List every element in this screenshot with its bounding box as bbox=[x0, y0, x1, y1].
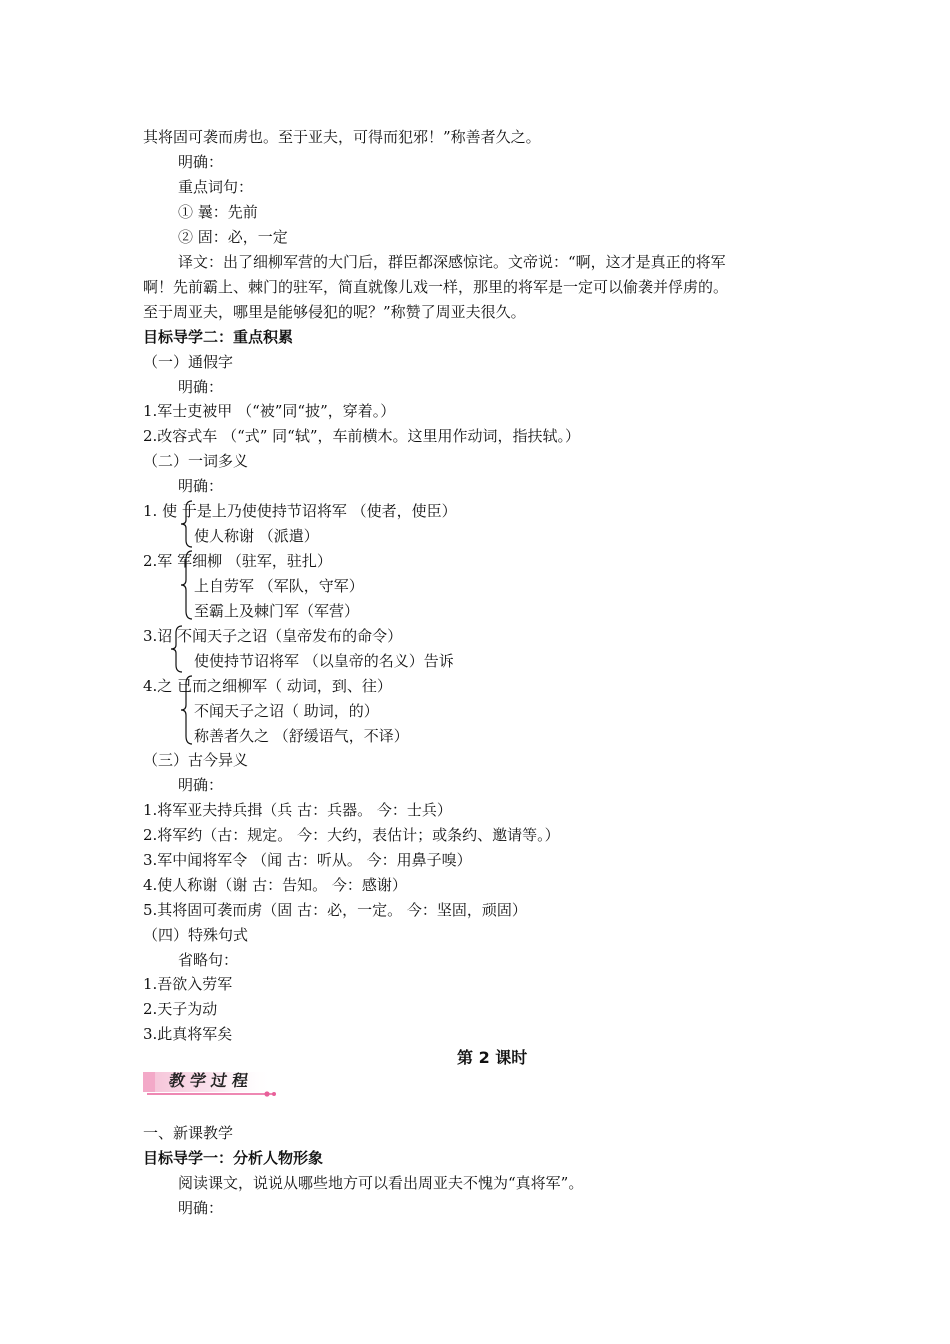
section-heading: 目标导学二：重点积累 bbox=[143, 328, 294, 346]
text-line: 2.将军约（古：规定。 今：大约，表估计；或条约、邀请等。） bbox=[143, 826, 560, 844]
banner-title: 教学过程 bbox=[167, 1071, 255, 1090]
text-line: 1. 使 于是上乃使使持节诏将军 （使者，使臣） bbox=[143, 502, 457, 520]
brace-icon bbox=[170, 625, 184, 673]
teaching-process-banner bbox=[143, 1068, 278, 1098]
text-line: 1.吾欲入劳军 bbox=[143, 975, 233, 993]
text-line: 2.军 军细柳 （驻军，驻扎） bbox=[143, 552, 332, 570]
text-line: 省略句： bbox=[178, 951, 239, 969]
brace-icon bbox=[180, 675, 194, 745]
text-line: 一、新课教学 bbox=[143, 1124, 234, 1142]
text-line: 2.改容式车 （“式” 同“轼”，车前横木。这里用作动词，指扶轼。） bbox=[143, 427, 581, 445]
text-line: 3.诏 不闻天子之诏（皇帝发布的命令） bbox=[143, 627, 403, 645]
text-line: 阅读课文，说说从哪些地方可以看出周亚夫不愧为“真将军”。 bbox=[178, 1174, 584, 1192]
text-line: 4.使人称谢（谢 古：告知。 今：感谢） bbox=[143, 876, 407, 894]
text-line: 不闻天子之诏（ 助词，的） bbox=[194, 702, 379, 720]
text-line: 称善者久之 （舒缓语气，不译） bbox=[194, 727, 409, 745]
brace-icon bbox=[180, 500, 194, 548]
text-line: 至霸上及棘门军（军营） bbox=[194, 602, 360, 620]
text-line: 啊！先前霸上、棘门的驻军，简直就像儿戏一样，那里的将军是一定可以偷袭并俘虏的。 bbox=[143, 278, 729, 296]
text-line: 其将固可袭而虏也。至于亚夫，可得而犯邪！”称善者久之。 bbox=[143, 128, 541, 146]
text-line: 1.将军亚夫持兵揖（兵 古：兵器。 今：士兵） bbox=[143, 801, 452, 819]
text-line: 4.之 已而之细柳军（ 动词，到、往） bbox=[143, 677, 392, 695]
text-line: 1.军士吏被甲 （“被”同“披”，穿着。） bbox=[143, 402, 396, 420]
brace-icon bbox=[180, 550, 194, 620]
text-line: 重点词句： bbox=[178, 178, 254, 196]
text-line: 使人称谢 （派遣） bbox=[194, 527, 319, 545]
text-line: 5.其将固可袭而虏（固 古：必，一定。 今：坚固，顽固） bbox=[143, 901, 527, 919]
subsection-heading: （二）一词多义 bbox=[143, 452, 249, 470]
text-line: 明确： bbox=[178, 378, 224, 396]
text-line: 至于周亚夫，哪里是能够侵犯的呢？”称赞了周亚夫很久。 bbox=[143, 303, 526, 321]
text-line: 译文：出了细柳军营的大门后，群臣都深感惊诧。文帝说：“啊，这才是真正的将军 bbox=[178, 253, 726, 271]
text-line: 使使持节诏将军 （以皇帝的名义）告诉 bbox=[194, 652, 454, 670]
text-line: 明确： bbox=[178, 153, 224, 171]
section-heading: 目标导学一：分析人物形象 bbox=[143, 1149, 324, 1167]
lesson-title: 第 2 课时 bbox=[457, 1048, 528, 1067]
text-line: 明确： bbox=[178, 1199, 224, 1217]
text-line: 明确： bbox=[178, 776, 224, 794]
subsection-heading: （四）特殊句式 bbox=[143, 926, 249, 944]
text-line: ① 曩：先前 bbox=[178, 203, 258, 221]
text-line: ② 固：必，一定 bbox=[178, 228, 288, 246]
text-line: 明确： bbox=[178, 477, 224, 495]
text-line: 2.天子为动 bbox=[143, 1000, 218, 1018]
subsection-heading: （一）通假字 bbox=[143, 353, 234, 371]
text-line: 3.此真将军矣 bbox=[143, 1025, 233, 1043]
text-line: 3.军中闻将军令 （闻 古：听从。 今：用鼻子嗅） bbox=[143, 851, 472, 869]
subsection-heading: （三）古今异义 bbox=[143, 751, 249, 769]
text-line: 上自劳军 （军队，守军） bbox=[194, 577, 364, 595]
